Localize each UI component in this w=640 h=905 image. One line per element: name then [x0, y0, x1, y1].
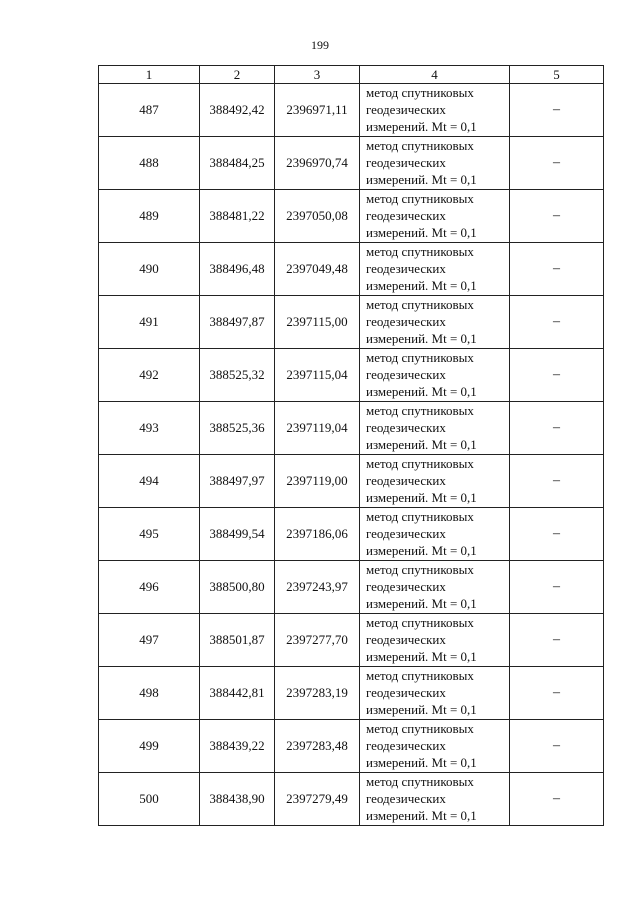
method-line-1: метод спутниковых [366, 297, 474, 312]
method-line-3: измерений. Mt = 0,1 [366, 596, 477, 611]
point-number-cell: 495 [99, 508, 200, 561]
table-row [99, 137, 604, 190]
table-row [99, 349, 604, 402]
y-coordinate-cell: 2397277,70 [275, 614, 360, 667]
method-line-3: измерений. Mt = 0,1 [366, 119, 477, 134]
method-cell [360, 720, 510, 773]
header-col-2: 2 [200, 66, 275, 84]
table-body [99, 84, 604, 826]
point-number-cell: 494 [99, 455, 200, 508]
y-coordinate-cell: 2396970,74 [275, 137, 360, 190]
point-number-cell: 496 [99, 561, 200, 614]
y-coordinate-cell: 2397283,19 [275, 667, 360, 720]
y-coordinate-cell: 2397115,04 [275, 349, 360, 402]
x-coordinate-cell: 388496,48 [200, 243, 275, 296]
point-number-cell: 489 [99, 190, 200, 243]
method-line-2: геодезических [366, 579, 446, 594]
point-number-cell: 487 [99, 84, 200, 137]
method-line-2: геодезических [366, 367, 446, 382]
method-line-2: геодезических [366, 102, 446, 117]
method-line-2: геодезических [366, 314, 446, 329]
method-line-3: измерений. Mt = 0,1 [366, 172, 477, 187]
note-cell: – [510, 614, 604, 667]
point-number-cell: 491 [99, 296, 200, 349]
method-line-2: геодезических [366, 632, 446, 647]
point-number-cell: 488 [99, 137, 200, 190]
method-line-1: метод спутниковых [366, 721, 474, 736]
method-line-1: метод спутниковых [366, 244, 474, 259]
y-coordinate-cell: 2397115,00 [275, 296, 360, 349]
note-cell: – [510, 349, 604, 402]
table-row [99, 190, 604, 243]
method-cell [360, 773, 510, 826]
method-cell [360, 455, 510, 508]
x-coordinate-cell: 388438,90 [200, 773, 275, 826]
y-coordinate-cell: 2397243,97 [275, 561, 360, 614]
method-line-2: геодезических [366, 738, 446, 753]
point-number-cell: 500 [99, 773, 200, 826]
table-header-row [99, 66, 604, 84]
page-number: 199 [311, 38, 329, 52]
point-number-cell: 499 [99, 720, 200, 773]
method-cell [360, 561, 510, 614]
method-cell [360, 402, 510, 455]
x-coordinate-cell: 388484,25 [200, 137, 275, 190]
note-cell: – [510, 402, 604, 455]
header-col-1: 1 [99, 66, 200, 84]
x-coordinate-cell: 388442,81 [200, 667, 275, 720]
method-line-1: метод спутниковых [366, 668, 474, 683]
method-line-2: геодезических [366, 473, 446, 488]
point-number-cell: 492 [99, 349, 200, 402]
y-coordinate-cell: 2397119,04 [275, 402, 360, 455]
note-cell: – [510, 667, 604, 720]
header-col-4: 4 [360, 66, 510, 84]
x-coordinate-cell: 388481,22 [200, 190, 275, 243]
method-line-3: измерений. Mt = 0,1 [366, 755, 477, 770]
point-number-cell: 497 [99, 614, 200, 667]
method-line-2: геодезических [366, 791, 446, 806]
method-line-2: геодезических [366, 420, 446, 435]
note-cell: – [510, 190, 604, 243]
point-number-cell: 490 [99, 243, 200, 296]
method-line-1: метод спутниковых [366, 191, 474, 206]
table-row [99, 508, 604, 561]
method-line-3: измерений. Mt = 0,1 [366, 225, 477, 240]
y-coordinate-cell: 2397279,49 [275, 773, 360, 826]
x-coordinate-cell: 388501,87 [200, 614, 275, 667]
method-cell [360, 243, 510, 296]
y-coordinate-cell: 2397119,00 [275, 455, 360, 508]
note-cell: – [510, 455, 604, 508]
method-line-1: метод спутниковых [366, 350, 474, 365]
x-coordinate-cell: 388492,42 [200, 84, 275, 137]
method-cell [360, 190, 510, 243]
method-line-3: измерений. Mt = 0,1 [366, 649, 477, 664]
x-coordinate-cell: 388497,87 [200, 296, 275, 349]
method-line-1: метод спутниковых [366, 403, 474, 418]
method-line-1: метод спутниковых [366, 774, 474, 789]
method-line-3: измерений. Mt = 0,1 [366, 808, 477, 823]
x-coordinate-cell: 388497,97 [200, 455, 275, 508]
x-coordinate-cell: 388439,22 [200, 720, 275, 773]
method-line-2: геодезических [366, 155, 446, 170]
note-cell: – [510, 84, 604, 137]
method-cell [360, 667, 510, 720]
note-cell: – [510, 243, 604, 296]
method-line-1: метод спутниковых [366, 85, 474, 100]
method-line-3: измерений. Mt = 0,1 [366, 543, 477, 558]
method-line-1: метод спутниковых [366, 456, 474, 471]
method-cell [360, 84, 510, 137]
x-coordinate-cell: 388525,36 [200, 402, 275, 455]
table-row [99, 667, 604, 720]
method-line-3: измерений. Mt = 0,1 [366, 437, 477, 452]
header-col-5: 5 [510, 66, 604, 84]
y-coordinate-cell: 2397283,48 [275, 720, 360, 773]
method-line-2: геодезических [366, 526, 446, 541]
method-line-1: метод спутниковых [366, 562, 474, 577]
y-coordinate-cell: 2397049,48 [275, 243, 360, 296]
method-line-3: измерений. Mt = 0,1 [366, 702, 477, 717]
note-cell: – [510, 720, 604, 773]
table-row [99, 402, 604, 455]
method-cell [360, 508, 510, 561]
note-cell: – [510, 508, 604, 561]
method-line-3: измерений. Mt = 0,1 [366, 384, 477, 399]
note-cell: – [510, 296, 604, 349]
table-row [99, 243, 604, 296]
y-coordinate-cell: 2397050,08 [275, 190, 360, 243]
y-coordinate-cell: 2396971,11 [275, 84, 360, 137]
table-row [99, 296, 604, 349]
point-number-cell: 493 [99, 402, 200, 455]
table-row [99, 84, 604, 137]
x-coordinate-cell: 388499,54 [200, 508, 275, 561]
method-cell [360, 137, 510, 190]
method-line-1: метод спутниковых [366, 138, 474, 153]
method-cell [360, 296, 510, 349]
method-cell [360, 614, 510, 667]
method-line-1: метод спутниковых [366, 615, 474, 630]
table-row [99, 561, 604, 614]
y-coordinate-cell: 2397186,06 [275, 508, 360, 561]
table-row [99, 773, 604, 826]
method-line-2: геодезических [366, 685, 446, 700]
method-line-3: измерений. Mt = 0,1 [366, 331, 477, 346]
method-line-2: геодезических [366, 208, 446, 223]
note-cell: – [510, 137, 604, 190]
coordinates-table [98, 65, 604, 826]
header-col-3: 3 [275, 66, 360, 84]
note-cell: – [510, 773, 604, 826]
method-line-3: измерений. Mt = 0,1 [366, 490, 477, 505]
method-line-3: измерений. Mt = 0,1 [366, 278, 477, 293]
x-coordinate-cell: 388500,80 [200, 561, 275, 614]
method-cell [360, 349, 510, 402]
point-number-cell: 498 [99, 667, 200, 720]
note-cell: – [510, 561, 604, 614]
table-row [99, 614, 604, 667]
x-coordinate-cell: 388525,32 [200, 349, 275, 402]
table-row [99, 455, 604, 508]
method-line-1: метод спутниковых [366, 509, 474, 524]
method-line-2: геодезических [366, 261, 446, 276]
table-row [99, 720, 604, 773]
